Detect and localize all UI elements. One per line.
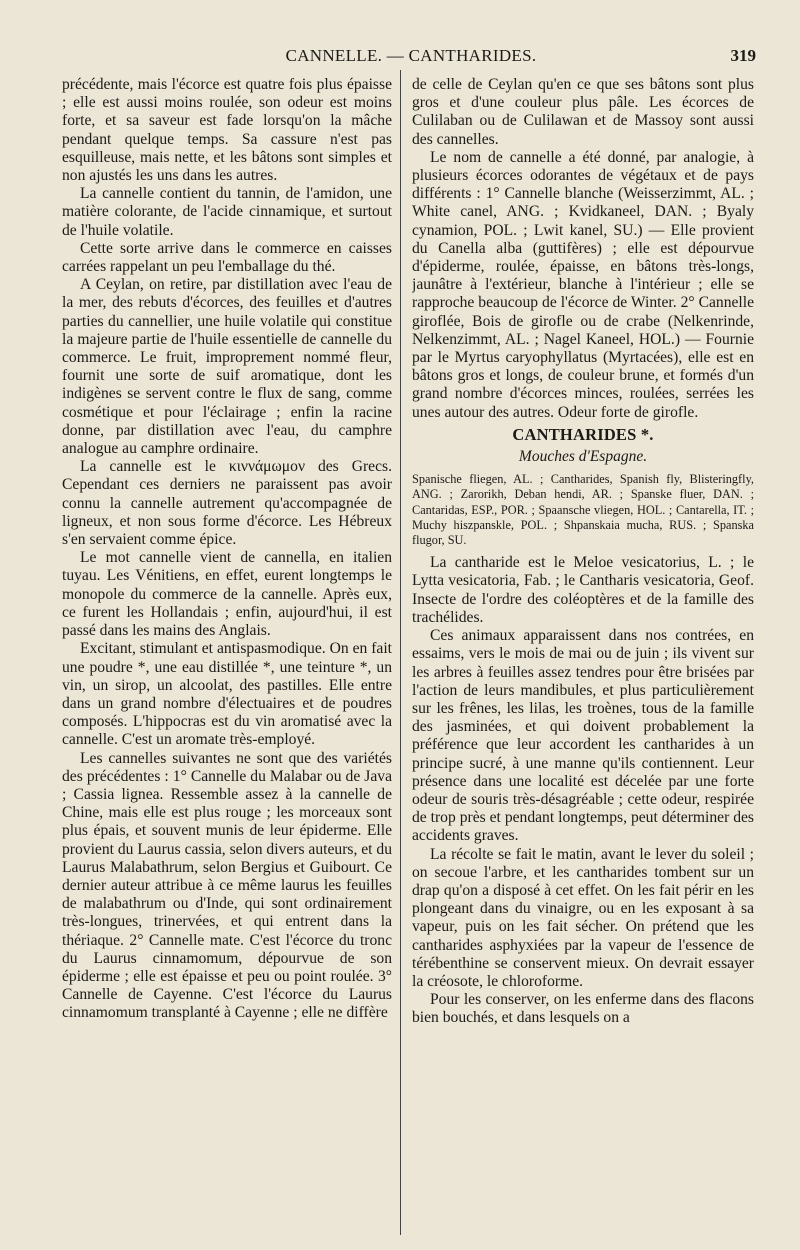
paragraph: précédente, mais l'écorce est quatre fois plus épaisse ; elle est aussi moins roulée, son odeur est moins forte, et sa saveur est fade lorsqu'on la mâche pendant quelque temps. Sa cassure n'est pas esquilleuse, mais nette, et les bâtons sont simples et non ajustés les uns dans les autres. bbox=[62, 76, 392, 185]
paragraph: La cannelle est le κιννάμωμον des Grecs. Cependant ces derniers ne paraissent pas avoir connu la cannelle autrement qu'accompagnée de ligneux, et non sous forme d'écorce. Les Hébreux s'en servaient comme épice. bbox=[62, 458, 392, 549]
paragraph: La récolte se fait le matin, avant le lever du soleil ; on secoue l'arbre, et les cantharides tombent sur un drap qu'on a disposé à cet effet. On les fait périr en les plongeant dans du vinaigre, ou en les exposant à sa vapeur, puis on les fait sécher. On prétend que les cantharides asphyxiées par la vapeur de l'essence de térébenthine se conservent mieux. On devrait essayer la créosote, le chloroforme. bbox=[412, 845, 754, 990]
paragraph: La cantharide est le Meloe vesicatorius, L. ; le Lytta vesicatoria, Fab. ; le Cantharis vesicatoria, Geof. Insecte de l'ordre des coléoptères et de la famille des trachélides. bbox=[412, 554, 754, 626]
synonyms-list: Spanische fliegen, AL. ; Cantharides, Spanish fly, Blisteringfly, ANG. ; Zarorikh, Deban hendi, AR. ; Spanske fluer, DAN. ; Cantaridas, ESP., POR. ; Spaansche vliegen, HOL. ; Cantarella, IT. ; Muchy hiszpanskle, POL. ; Shpanskaia mucha, RUS. ; Spanska flugor, SU. bbox=[412, 472, 754, 548]
paragraph: Le nom de cannelle a été donné, par analogie, à plusieurs écorces odorantes de végétaux et de pays différents : 1° Cannelle blanche (Weisserzimmt, AL. ; White canel, ANG. ; Kvidkaneel, DAN. ; Byaly cynamion, POL. ; Lwit kanel, SU.) — Elle provient du Canella alba (guttifères) ; elle est dépourvue d'épiderme, roulée, épaisse, en bâtons très-longs, jaunâtre à l'extérieur, blanche à l'intérieur ; elle se rapproche beaucoup de l'écorce de Winter. 2° Cannelle giroflée, Bois de girofle ou de crabe (Nelkenrinde, Nelkenzimmt, AL. ; Nagel Kaneel, HOL.) — Fournie par le Myrtus caryophyllatus (Myrtacées), elle est en bâtons gros et longs, de couleur brune, et formés d'un grand nombre d'écorces minces, roulées, serrées les unes autour des autres. Odeur forte de girofle. bbox=[412, 148, 754, 421]
paragraph: Cette sorte arrive dans le commerce en caisses carrées rappelant un peu l'emballage du thé. bbox=[62, 239, 392, 276]
paragraph: Pour les conserver, on les enferme dans des flacons bien bouchés, et dans lesquels on a bbox=[412, 991, 754, 1027]
paragraph: Les cannelles suivantes ne sont que des variétés des précédentes : 1° Cannelle du Malabar ou de Java ; Cassia lignea. Ressemble assez à la cannelle de Chine, mais elle est plus rouge ; les morceaux sont plus épais, et souvent munis de leur épiderme. Elle provient du Laurus cassia, selon divers auteurs, et du Laurus Malabathrum, selon Bergius et Guibourt. Ce dernier auteur attribue à ce même laurus les feuilles de malabathrum ou d'Inde, qui sont ordinairement très-longues, trinervées, et qui entrent dans la thériaque. 2° Cannelle mate. C'est l'écorce du tronc du Laurus cinnamomum, dépourvue de son épiderme ; elle est épaisse et peu ou point roulée. 3° Cannelle de Cayenne. C'est l'écorce du Laurus cinnamomum transplanté à Cayenne ; elle ne diffère bbox=[62, 749, 392, 1022]
paragraph: Le mot cannelle vient de cannella, en italien tuyau. Les Vénitiens, en effet, eurent longtemps le monopole du commerce de la cannelle. Après eux, ce furent les Hollandais ; enfin, aujourd'hui, il est passé dans les mains des Anglais. bbox=[62, 549, 392, 640]
paragraph: La cannelle contient du tannin, de l'amidon, une matière colorante, de l'acide cinnamique, et surtout de l'huile volatile. bbox=[62, 185, 392, 239]
running-title: CANNELLE. — CANTHARIDES. bbox=[285, 46, 537, 65]
right-column bbox=[412, 76, 754, 1241]
paragraph: de celle de Ceylan qu'en ce que ses bâtons sont plus gros et d'une couleur plus pâle. Les écorces de Culilaban ou de Culilawan et de Massoy sont aussi des cannelles. bbox=[412, 76, 754, 148]
page-header bbox=[66, 46, 756, 70]
paragraph: Excitant, stimulant et antispasmodique. On en fait une poudre *, une eau distillée *, une teinture *, un vin, un sirop, un alcoolat, des pastilles. Elle entre dans un grand nombre d'électuaires et de poudres composés. L'hippocras est du vin aromatisé avec la cannelle. C'est un aromate très-employé. bbox=[62, 640, 392, 749]
paragraph: A Ceylan, on retire, par distillation avec l'eau de la mer, des rebuts d'écorces, des feuilles et d'autres parties du cannellier, une huile volatile qui constitue la majeure partie de l'huile essentielle de cannelle du commerce. Le fruit, improprement nommé fleur, fournit une sorte de suif aromatique, dont les indigènes se servent contre le flux de sang, comme cosmétique et pour l'éclairage ; enfin la racine donne, par distillation avec l'eau, du camphre analogue au camphre ordinaire. bbox=[62, 276, 392, 458]
page-number: 319 bbox=[730, 46, 756, 65]
left-column bbox=[62, 76, 392, 1241]
column-divider bbox=[400, 70, 401, 1235]
section-subtitle: Mouches d'Espagne. bbox=[518, 448, 648, 466]
section-title: CANTHARIDES *. bbox=[512, 424, 654, 444]
paragraph: Ces animaux apparaissent dans nos contrées, en essaims, vers le mois de mai ou de juin ; ils vivent sur les arbres à feuilles assez tendres pour être brisées par l'action de leurs mandibules, et plus particulièrement sur les frênes, les lilas, les troènes, tous de la famille des jasminées, et qui doivent probablement la préférence que leur accordent les cantharides à un principe sucré, à une manne qu'ils contiennent. Leur présence dans une localité est décelée par une forte odeur de souris très-désagréable ; cette odeur, respirée de trop près et pendant longtemps, peut déterminer des accidents graves. bbox=[412, 627, 754, 845]
